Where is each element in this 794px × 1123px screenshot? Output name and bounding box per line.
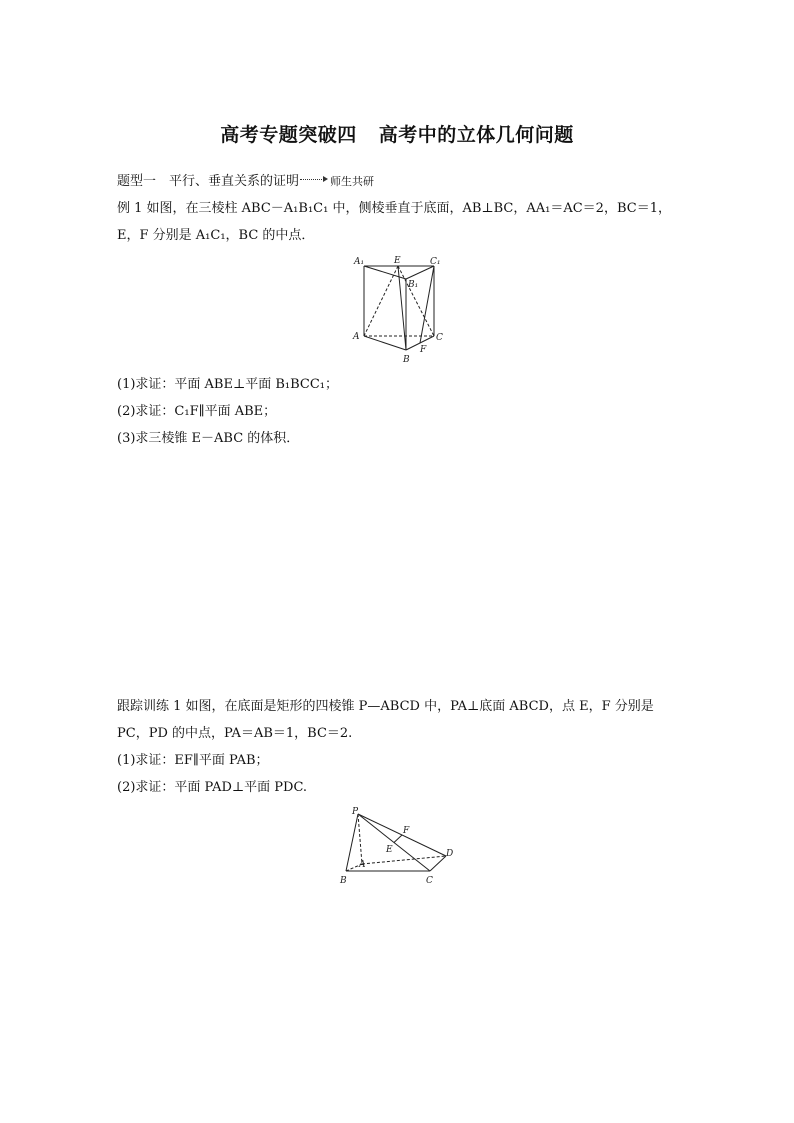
pyramid-figure: [336, 804, 460, 886]
page-title: [0, 120, 794, 147]
title-part1: 高考专题突破四: [220, 124, 357, 146]
label-f: F: [420, 345, 427, 355]
segment-c1f: [420, 266, 434, 343]
edge-pb: [346, 814, 358, 871]
section-heading: [117, 173, 374, 191]
label-c1: C₁: [430, 257, 441, 267]
prism-figure: [348, 252, 448, 368]
arrow-icon: [300, 179, 324, 180]
label-e: E: [386, 845, 393, 855]
example1-question2: (2)求证：C₁F∥平面 ABE；: [117, 404, 277, 419]
section-heading-text: 题型一 平行、垂直关系的证明: [117, 174, 300, 189]
segment-ea-dashed: [364, 266, 398, 336]
label-b1: B₁: [408, 280, 419, 290]
example1-line2: E，F 分别是 A₁C₁，BC 的中点．: [117, 228, 315, 243]
edge-b1c1: [406, 266, 434, 279]
segment-ef: [394, 835, 402, 843]
example1-question3: (3)求三棱锥 E－ABC 的体积．: [117, 431, 300, 446]
edge-a1b1: [364, 266, 406, 279]
label-a: A: [353, 332, 360, 342]
example1-line1: 例 1 如图，在三棱柱 ABC－A₁B₁C₁ 中，侧棱垂直于底面，AB⊥BC，AA₁＝AC＝2，BC＝1，: [117, 201, 671, 216]
practice1-question2: (2)求证：平面 PAD⊥平面 PDC.: [117, 780, 308, 795]
edge-ad-dashed: [362, 856, 446, 864]
label-p: P: [352, 807, 359, 817]
label-c: C: [436, 333, 443, 343]
label-b: B: [403, 355, 410, 365]
label-f: F: [403, 826, 410, 836]
label-a: A: [359, 860, 366, 870]
practice1-question1: (1)求证：EF∥平面 PAB；: [117, 753, 269, 768]
section-tag: 师生共研: [330, 175, 375, 188]
practice1-line1: 跟踪训练 1 如图，在底面是矩形的四棱锥 P—ABCD 中，PA⊥底面 ABCD，点 E，F 分别是: [117, 699, 654, 714]
title-part2: 高考中的立体几何问题: [378, 124, 574, 146]
practice1-line2: PC，PD 的中点，PA＝AB＝1，BC＝2.: [117, 726, 353, 741]
label-b: B: [340, 876, 347, 886]
edge-ab: [364, 336, 406, 350]
edge-pa-dashed: [358, 814, 362, 864]
example1-question1: (1)求证：平面 ABE⊥平面 B₁BCC₁；: [117, 377, 339, 392]
label-e: E: [394, 256, 401, 266]
label-d: D: [446, 849, 454, 859]
label-c: C: [426, 876, 433, 886]
label-a1: A₁: [354, 257, 365, 267]
edge-cd: [430, 856, 446, 871]
